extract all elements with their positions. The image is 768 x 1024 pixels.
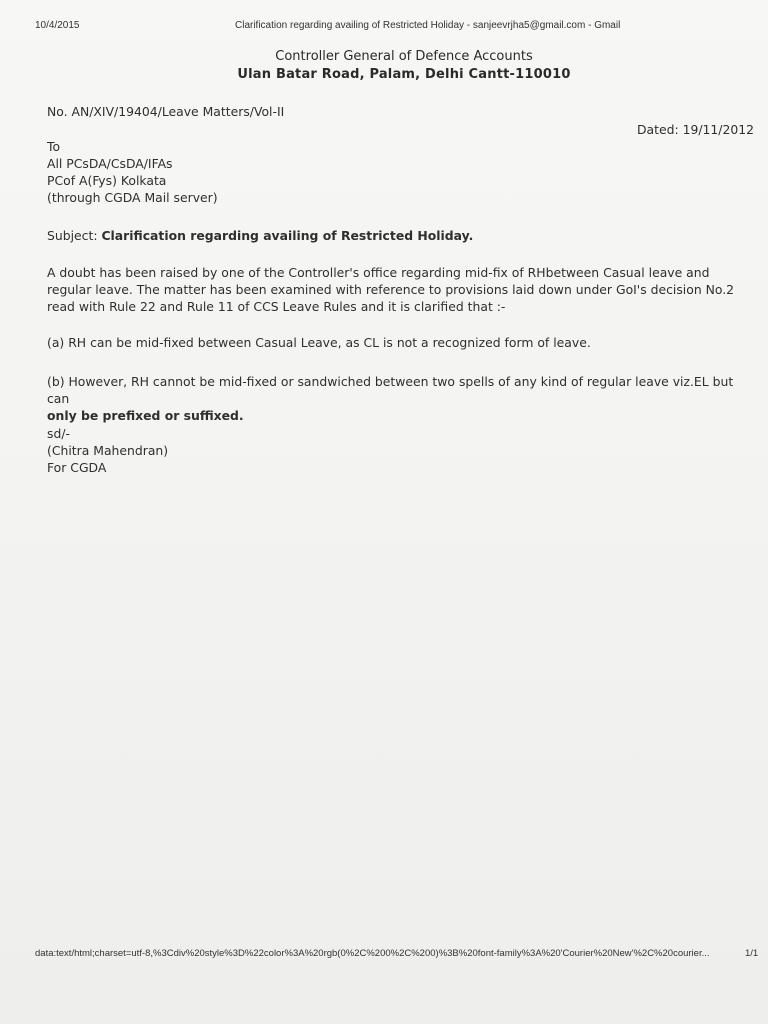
letterhead-org-name: Controller General of Defence Accounts [275,49,533,64]
print-header-title: Clarification regarding availing of Restricted Holiday - sanjeevrjha5@gmail.com - Gmail [235,20,621,31]
point-b-emphasis: only be prefixed or suffixed. [47,408,244,423]
print-footer-page: 1/1 [745,948,759,959]
point-b-text: (b) However, RH cannot be mid-fixed or sandwiched between two spells of any kind of regular leave viz.EL but can [47,374,734,406]
recipient-line: (through CGDA Mail server) [47,190,218,205]
point-a: (a) RH can be mid-fixed between Casual Leave, as CL is not a recognized form of leave. [47,335,591,350]
print-footer-url: data:text/html;charset=utf-8,%3Cdiv%20style%3D%22color%3A%20rgb(0%2C%200%2C%200)%3B%20font-family%3A%20'Courier%20New'%2C%20courier... [35,948,710,959]
reference-number: No. AN/XIV/19404/Leave Matters/Vol-II [47,104,285,119]
signatory-for: For CGDA [47,460,107,475]
subject-text: Clarification regarding availing of Restricted Holiday. [101,228,474,243]
recipient-line: PCof A(Fys) Kolkata [47,173,167,188]
subject-line [47,228,473,243]
letterhead-address: Ulan Batar Road, Palam, Delhi Cantt-110010 [237,67,571,82]
signatory-name: (Chitra Mahendran) [47,443,169,458]
subject-label: Subject: [47,228,98,243]
recipient-line: All PCsDA/CsDA/IFAs [47,156,173,171]
body-paragraph: A doubt has been raised by one of the Controller's office regarding mid-fix of RHbetween Casual leave and regular leave. The matter has been examined with reference to provisions laid down under GoI's decision No.2 read with Rule 22 and Rule 11 of CCS Leave Rules and it is clarified that :- [47,265,735,314]
signature: sd/- [47,426,70,441]
print-header-date: 10/4/2015 [35,20,80,31]
point-b [47,373,752,424]
letter-date: Dated: 19/11/2012 [637,122,755,137]
to-label: To [47,139,61,154]
